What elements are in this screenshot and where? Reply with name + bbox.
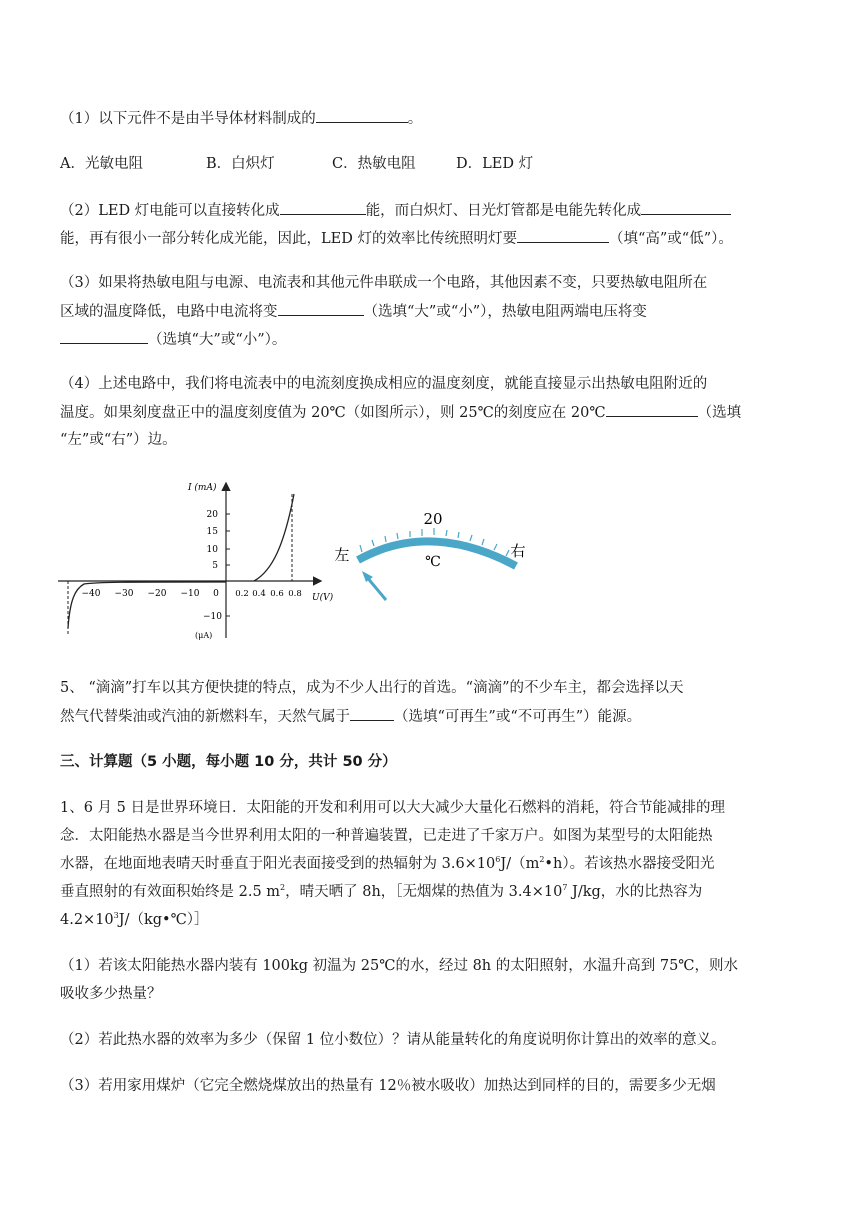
q4-part3-line1 xyxy=(60,273,707,293)
temperature-dial xyxy=(330,500,530,610)
answer-blank xyxy=(641,200,731,215)
q4-part4-text-b: 温度。如果刻度盘正中的温度刻度值为 20℃（如图所示），则 25℃的刻度应在 20℃ xyxy=(60,405,606,421)
q4-part4-line2 xyxy=(60,402,741,423)
exponent: 2 xyxy=(539,855,545,864)
calc1-text: 1、6 月 5 日是世界环境日．太阳能的开发和利用可以大大减少大量化石燃料的消耗，符合节能减排的理 xyxy=(60,800,725,816)
q4-part4-line1 xyxy=(60,374,707,394)
calc1-text: ，晴天晒了 8h，［无烟煤的热值为 3.4×10 xyxy=(285,884,563,900)
q4-part2-text-b: 能，而白炽灯、日光灯管都是电能先转化成 xyxy=(365,203,642,219)
calc1-sub-text: （2）若此热水器的效率为多少（保留 1 位小数位）？请从能量转化的角度说明你计算出的效率的意义。 xyxy=(60,1032,726,1048)
q4-part3-text-d: （选填“大”或“小”）。 xyxy=(148,332,287,348)
dial-left-label: 左 xyxy=(334,546,350,564)
calc1-line1 xyxy=(60,798,725,818)
q4-part2-line1 xyxy=(60,200,731,221)
exponent: 6 xyxy=(495,855,501,864)
calc1-line2 xyxy=(60,826,713,846)
q4-part3-line2 xyxy=(60,301,647,322)
calc1-sub3 xyxy=(60,1076,716,1096)
x-tick-label: 0.2 xyxy=(235,589,249,599)
q4-part3-text-c: （选填“大”或“小”），热敏电阻两端电压将变 xyxy=(363,304,647,320)
q5-text-a: 5、 “滴滴”打车以其方便快捷的特点，成为不少人出行的首选。“滴滴”的不少车主，都会选择以天 xyxy=(60,680,684,696)
answer-blank xyxy=(280,200,366,215)
calc1-sub1-line1 xyxy=(60,956,738,976)
q4-part4-text-a: （4）上述电路中，我们将电流表中的电流刻度换成相应的温度刻度，就能直接显示出热敏电阻附近的 xyxy=(60,376,708,392)
answer-blank xyxy=(278,301,364,316)
q4-part2-line2 xyxy=(60,228,733,249)
x-tick-label: 0.8 xyxy=(288,589,302,599)
calc1-text: •h）。若该热水器接受阳光 xyxy=(544,856,715,872)
answer-blank xyxy=(606,402,698,417)
section-heading xyxy=(60,752,397,772)
answer-blank xyxy=(517,228,609,243)
option-c: C．热敏电阻 xyxy=(332,156,416,172)
q4-part2-text-c: 能，再有很小一部分转化成光能，因此，LED 灯的效率比传统照明灯要 xyxy=(60,231,517,247)
q4-options xyxy=(60,154,534,174)
neg-unit-label: (μA) xyxy=(195,631,213,640)
answer-blank xyxy=(316,108,408,123)
y-axis-label: I (mA) xyxy=(188,483,217,493)
q4-part4-text-c: （选填 xyxy=(697,405,742,421)
option-a: A．光敏电阻 xyxy=(60,156,143,172)
calc1-text: 4.2×10 xyxy=(60,912,114,928)
iu-characteristic-graph xyxy=(58,476,348,642)
dial-right-label: 右 xyxy=(510,542,526,560)
calc1-text: J/（kg•℃）］ xyxy=(118,912,209,928)
q4-part1-end: 。 xyxy=(407,111,423,127)
calc1-sub-text: （1）若该太阳能热水器内装有 100kg 初温为 25℃的水，经过 8h 的太阳照射，水温升高到 75℃，则水 xyxy=(60,958,739,974)
exponent: 3 xyxy=(113,911,119,920)
q5-line1 xyxy=(60,678,683,698)
q4-part3-text-a: （3）如果将热敏电阻与电源、电流表和其他元件串联成一个电路，其他因素不变，只要热敏电阻所在 xyxy=(60,275,708,291)
calc1-line4 xyxy=(60,882,702,902)
x-tick-label: 0 xyxy=(213,589,219,599)
x-axis-label: U(V) xyxy=(312,593,334,603)
y-tick-label: 10 xyxy=(206,545,218,555)
dial-unit: ℃ xyxy=(425,554,441,570)
calc1-line5 xyxy=(60,910,209,930)
y-tick-label: −10 xyxy=(203,612,222,622)
q4-part4-text-d: “左”或“右”）边。 xyxy=(60,432,177,448)
x-tick-label: 0.6 xyxy=(270,589,284,599)
q5-text-c: （选填“可再生”或“不可再生”）能源。 xyxy=(394,709,642,725)
calc1-sub1-line2 xyxy=(60,984,162,1004)
y-tick-label: 20 xyxy=(206,510,218,520)
forward-curve xyxy=(254,494,294,581)
answer-blank xyxy=(350,706,394,721)
calc1-text: 念．太阳能热水器是当今世界利用太阳的一种普遍装置，已走进了千家万户。如图为某型号的太阳能热 xyxy=(60,828,713,844)
x-tick-label: −30 xyxy=(114,589,134,599)
y-tick-label: 15 xyxy=(206,527,218,537)
calc1-sub-text: 吸收多少热量？ xyxy=(60,986,162,1002)
q4-part1 xyxy=(60,108,422,129)
calc1-sub2 xyxy=(60,1030,726,1050)
option-b: B．白炽灯 xyxy=(206,156,275,172)
x-tick-label: −20 xyxy=(147,589,167,599)
dial-value: 20 xyxy=(423,510,443,528)
q4-part3-line3 xyxy=(60,329,286,350)
section-title: 三、计算题（5 小题，每小题 10 分，共计 50 分） xyxy=(60,754,397,770)
calc1-text: J/（m xyxy=(500,856,540,872)
exponent: 2 xyxy=(280,883,286,892)
y-tick-label: 5 xyxy=(212,561,218,571)
q5-text-b: 然气代替柴油或汽油的新燃料车，天然气属于 xyxy=(60,709,350,725)
q4-part2-text-d: （填“高”或“低”）。 xyxy=(608,231,733,247)
x-tick-label: −40 xyxy=(81,589,101,599)
answer-blank xyxy=(60,329,148,344)
calc1-line3 xyxy=(60,854,715,874)
exponent: 7 xyxy=(562,883,568,892)
q4-part3-text-b: 区域的温度降低，电路中电流将变 xyxy=(60,304,278,320)
q4-part1-text: （1）以下元件不是由半导体材料制成的 xyxy=(60,111,316,127)
q5-line2 xyxy=(60,706,641,727)
q4-part4-line3 xyxy=(60,430,177,450)
option-d: D．LED 灯 xyxy=(456,156,534,172)
q4-part2-text-a: （2）LED 灯电能可以直接转化成 xyxy=(60,203,280,219)
calc1-text: 垂直照射的有效面积始终是 2.5 m xyxy=(60,884,281,900)
calc1-text: 水器，在地面地表晴天时垂直于阳光表面接受到的热辐射为 3.6×10 xyxy=(60,856,496,872)
calc1-text: J/kg，水的比热容为 xyxy=(567,884,703,900)
calc1-sub-text: （3）若用家用煤炉（它完全燃烧煤放出的热量有 12％被水吸收）加热达到同样的目的，需要多少无烟 xyxy=(60,1078,716,1094)
x-tick-label: −10 xyxy=(180,589,200,599)
x-tick-label: 0.4 xyxy=(252,589,266,599)
